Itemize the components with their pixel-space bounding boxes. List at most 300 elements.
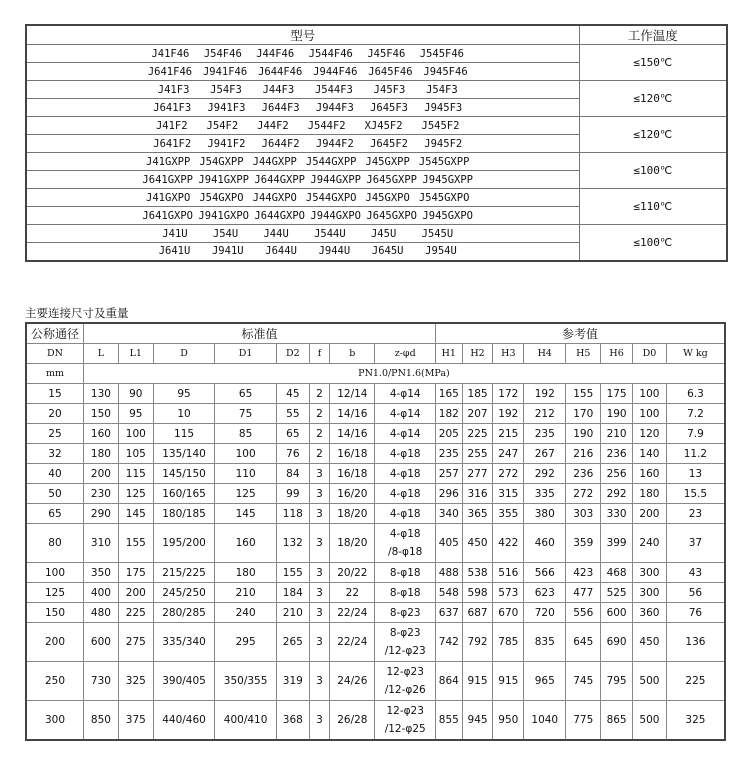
cell-value: 120 [633,424,667,444]
model-code: J944F2 [315,137,354,150]
working-temperature: ≤110℃ [579,189,727,225]
model-code: J644GXPO [254,209,305,222]
bolt-line: 8-φ23 [389,627,421,639]
cell-value: 573 [493,583,524,603]
cell-value: 236 [566,464,601,484]
cell-value: 325 [666,701,725,741]
model-list [26,171,579,189]
model-code: J644GXPP [254,173,305,186]
cell-value: 290 [83,504,118,524]
model-code: J44GXPP [252,155,297,168]
cell-value: 192 [524,384,566,404]
cell-value: 65 [276,424,309,444]
cell-value: 670 [493,603,524,623]
model-code: J545F46 [419,47,464,60]
cell-value: 292 [524,464,566,484]
cell-value: 525 [601,583,633,603]
cell-value: 275 [118,623,153,662]
bolt-spec [375,424,436,444]
column-header: z-φd [375,344,436,364]
cell-value: 330 [601,504,633,524]
dn-value: 80 [26,524,83,563]
model-code: J44F2 [257,119,289,132]
cell-value: 190 [601,404,633,424]
cell-value: 200 [633,504,667,524]
bolt-line: 4-φ14 [389,387,421,400]
bolt-spec [375,662,436,701]
model-code: J41U [162,227,188,240]
model-code: J41F3 [157,83,190,96]
cell-value: 125 [118,484,153,504]
cell-value: 150 [83,404,118,424]
model-code: J644F3 [261,101,300,114]
model-code: J54GXPO [199,191,244,204]
cell-value: 135/140 [153,444,215,464]
model-code: J645F3 [370,101,409,114]
cell-value: 3 [309,701,330,741]
cell-value: 690 [601,623,633,662]
cell-value: 359 [566,524,601,563]
model-list [26,243,579,261]
cell-value: 350/355 [215,662,277,701]
model-code: J944GXPO [310,209,361,222]
table-row [26,524,725,563]
model-code: J545U [421,227,454,240]
model-code: J945GXPP [422,173,473,186]
cell-value: 272 [566,484,601,504]
cell-value: 3 [309,583,330,603]
cell-value: 118 [276,504,309,524]
cell-value: 720 [524,603,566,623]
cell-value: 132 [276,524,309,563]
cell-value: 155 [566,384,601,404]
model-list [26,99,579,117]
cell-value: 43 [666,563,725,583]
dn-value: 300 [26,701,83,741]
pressure-rating: PN1.0/PN1.6(MPa) [83,364,725,384]
header-standard: 标准值 [83,323,435,344]
column-header: H6 [601,344,633,364]
cell-value: 236 [601,444,633,464]
bolt-line: /12-φ25 [384,723,426,735]
model-code: J641GXPO [142,209,193,222]
cell-value: 730 [83,662,118,701]
bolt-spec [375,404,436,424]
table-row [26,404,725,424]
cell-value: 296 [435,484,462,504]
cell-value: 7.9 [666,424,725,444]
model-list [26,81,579,99]
cell-value: 110 [215,464,277,484]
cell-value: 965 [524,662,566,701]
model-code: XJ45F2 [364,119,403,132]
model-code: J54F3 [426,83,458,96]
cell-value: 3 [309,662,330,701]
model-code: J944F3 [315,101,354,114]
cell-value: 75 [215,404,277,424]
cell-value: 335/340 [153,623,215,662]
dn-value: 40 [26,464,83,484]
cell-value: 600 [601,603,633,623]
cell-value: 400/410 [215,701,277,741]
bolt-line: 4-φ18 [389,467,421,480]
header-dn-symbol: DN [26,344,83,364]
model-code: J544GXPO [305,191,357,204]
cell-value: 180 [633,484,667,504]
cell-value: 210 [601,424,633,444]
cell-value: 477 [566,583,601,603]
cell-value: 598 [462,583,493,603]
table-row [26,662,725,701]
model-code: J645U [371,245,404,258]
model-list [26,153,579,171]
model-code: J545GXPO [418,191,470,204]
cell-value: 360 [633,603,667,623]
model-row [26,225,727,243]
cell-value: 399 [601,524,633,563]
cell-value: 100 [633,384,667,404]
cell-value: 1040 [524,701,566,741]
cell-value: 165 [435,384,462,404]
header-temperature: 工作温度 [579,25,727,45]
model-code: J941U [211,245,244,258]
cell-value: 16/18 [330,444,375,464]
cell-value: 325 [118,662,153,701]
cell-value: 235 [435,444,462,464]
cell-value: 215 [493,424,524,444]
model-code: J44F3 [262,83,295,96]
cell-value: 10 [153,404,215,424]
cell-value: 230 [83,484,118,504]
cell-value: 26/28 [330,701,375,741]
cell-value: 745 [566,662,601,701]
cell-value: 76 [276,444,309,464]
cell-value: 216 [566,444,601,464]
cell-value: 200 [118,583,153,603]
cell-value: 22/24 [330,603,375,623]
model-code: J941GXPO [198,209,249,222]
model-code: J45F46 [367,47,406,60]
cell-value: 115 [153,424,215,444]
cell-value: 205 [435,424,462,444]
bolt-spec [375,444,436,464]
cell-value: 315 [493,484,524,504]
bolt-line: 4-φ14 [389,407,421,420]
cell-value: 175 [601,384,633,404]
cell-value: 11.2 [666,444,725,464]
dn-value: 250 [26,662,83,701]
cell-value: 277 [462,464,493,484]
model-code: J641U [158,245,191,258]
dn-value: 25 [26,424,83,444]
cell-value: 538 [462,563,493,583]
cell-value: 316 [462,484,493,504]
cell-value: 365 [462,504,493,524]
cell-value: 440/460 [153,701,215,741]
cell-value: 775 [566,701,601,741]
cell-value: 855 [435,701,462,741]
cell-value: 184 [276,583,309,603]
model-code: J645GXPO [366,209,417,222]
cell-value: 6.3 [666,384,725,404]
model-code: J954U [425,245,457,258]
cell-value: 155 [276,563,309,583]
cell-value: 24/26 [330,662,375,701]
cell-value: 2 [309,404,330,424]
cell-value: 785 [493,623,524,662]
cell-value: 516 [493,563,524,583]
cell-value: 22 [330,583,375,603]
cell-value: 265 [276,623,309,662]
cell-value: 480 [83,603,118,623]
working-temperature: ≤120℃ [579,81,727,117]
column-header: D [153,344,215,364]
cell-value: 65 [215,384,277,404]
bolt-line: 12-φ23 [386,705,424,717]
table-row [26,583,725,603]
bolt-spec [375,524,436,563]
cell-value: 865 [601,701,633,741]
bolt-spec [375,464,436,484]
model-list [26,207,579,225]
cell-value: 257 [435,464,462,484]
header-model: 型号 [26,25,579,45]
model-row [26,117,727,135]
model-code: J941GXPP [198,173,249,186]
cell-value: 742 [435,623,462,662]
header-dn: 公称通径 [26,323,83,344]
working-temperature: ≤150℃ [579,45,727,81]
model-code: J41GXPO [146,191,191,204]
bolt-line: /8-φ18 [388,546,423,558]
model-code: J945GXPO [422,209,473,222]
cell-value: 368 [276,701,309,741]
cell-value: 280/285 [153,603,215,623]
cell-value: 207 [462,404,493,424]
bolt-line: 4-φ18 [389,447,421,460]
cell-value: 600 [83,623,118,662]
cell-value: 76 [666,603,725,623]
table-row [26,464,725,484]
model-row [26,45,727,63]
bolt-line: 12-φ23 [386,666,424,678]
cell-value: 637 [435,603,462,623]
model-code: J641F46 [147,65,193,78]
cell-value: 3 [309,484,330,504]
model-code: J645F46 [368,65,413,78]
cell-value: 160 [83,424,118,444]
model-code: J641F2 [153,137,192,150]
cell-value: 3 [309,623,330,662]
cell-value: 145/150 [153,464,215,484]
bolt-spec [375,484,436,504]
dn-value: 65 [26,504,83,524]
cell-value: 95 [153,384,215,404]
dn-value: 15 [26,384,83,404]
cell-value: 335 [524,484,566,504]
cell-value: 145 [118,504,153,524]
cell-value: 182 [435,404,462,424]
cell-value: 18/20 [330,524,375,563]
column-header: D2 [276,344,309,364]
table-row [26,563,725,583]
cell-value: 864 [435,662,462,701]
cell-value: 115 [118,464,153,484]
cell-value: 180 [215,563,277,583]
model-list [26,189,579,207]
cell-value: 795 [601,662,633,701]
cell-value: 225 [118,603,153,623]
cell-value: 192 [493,404,524,424]
cell-value: 100 [118,424,153,444]
model-code: J54F46 [203,47,242,60]
cell-value: 185 [462,384,493,404]
cell-value: 215/225 [153,563,215,583]
cell-value: 155 [118,524,153,563]
cell-value: 140 [633,444,667,464]
bolt-spec [375,623,436,662]
column-header: H4 [524,344,566,364]
cell-value: 160/165 [153,484,215,504]
cell-value: 100 [215,444,277,464]
cell-value: 380 [524,504,566,524]
cell-value: 210 [276,603,309,623]
model-code: J644F46 [258,65,303,78]
cell-value: 850 [83,701,118,741]
column-header: L1 [118,344,153,364]
table-row [26,504,725,524]
model-code: J944F46 [313,65,358,78]
column-header: L [83,344,118,364]
model-code: J641GXPP [142,173,193,186]
table-row [26,603,725,623]
bolt-spec [375,504,436,524]
cell-value: 15.5 [666,484,725,504]
model-row [26,81,727,99]
cell-value: 915 [462,662,493,701]
table-row [26,701,725,741]
model-code: J945F3 [424,101,463,114]
cell-value: 95 [118,404,153,424]
cell-value: 450 [462,524,493,563]
cell-value: 405 [435,524,462,563]
model-code: J45GXPO [365,191,410,204]
cell-value: 272 [493,464,524,484]
cell-value: 18/20 [330,504,375,524]
column-header: b [330,344,375,364]
cell-value: 14/16 [330,404,375,424]
model-code: J945F2 [424,137,463,150]
cell-value: 16/18 [330,464,375,484]
column-header: D1 [215,344,277,364]
cell-value: 256 [601,464,633,484]
model-code: J945F46 [423,65,468,78]
column-header: f [309,344,330,364]
working-temperature: ≤100℃ [579,225,727,261]
cell-value: 2 [309,384,330,404]
cell-value: 84 [276,464,309,484]
table-row [26,444,725,464]
bolt-spec [375,701,436,741]
cell-value: 160 [633,464,667,484]
cell-value: 37 [666,524,725,563]
cell-value: 14/16 [330,424,375,444]
cell-value: 295 [215,623,277,662]
cell-value: 500 [633,701,667,741]
cell-value: 125 [215,484,277,504]
cell-value: 99 [276,484,309,504]
cell-value: 56 [666,583,725,603]
dn-value: 150 [26,603,83,623]
model-code: J44GXPO [252,191,297,204]
model-code: J941F46 [202,65,248,78]
model-code: J544GXPP [305,155,357,168]
cell-value: 623 [524,583,566,603]
column-header: W kg [666,344,725,364]
model-row [26,189,727,207]
cell-value: 240 [215,603,277,623]
cell-value: 2 [309,424,330,444]
cell-value: 225 [462,424,493,444]
cell-value: 400 [83,583,118,603]
cell-value: 85 [215,424,277,444]
cell-value: 3 [309,524,330,563]
model-code: J644U [265,245,297,258]
cell-value: 450 [633,623,667,662]
bolt-line: 8-φ18 [389,586,421,599]
model-code: J45GXPP [365,155,410,168]
bolt-spec [375,563,436,583]
cell-value: 7.2 [666,404,725,424]
cell-value: 172 [493,384,524,404]
cell-value: 423 [566,563,601,583]
model-code: J41F2 [155,119,188,132]
cell-value: 55 [276,404,309,424]
cell-value: 556 [566,603,601,623]
model-code: J54F2 [206,119,239,132]
model-list [26,117,579,135]
cell-value: 23 [666,504,725,524]
cell-value: 45 [276,384,309,404]
cell-value: 235 [524,424,566,444]
cell-value: 292 [601,484,633,504]
model-code: J641F3 [153,101,192,114]
cell-value: 145 [215,504,277,524]
cell-value: 3 [309,563,330,583]
cell-value: 488 [435,563,462,583]
model-code: J54GXPP [199,155,244,168]
cell-value: 3 [309,504,330,524]
model-code: J45U [370,227,397,240]
table-row [26,384,725,404]
cell-value: 566 [524,563,566,583]
cell-value: 180/185 [153,504,215,524]
model-code: J644F2 [261,137,300,150]
cell-value: 22/24 [330,623,375,662]
table-row [26,484,725,504]
cell-value: 945 [462,701,493,741]
model-code: J41GXPP [146,155,191,168]
cell-value: 950 [493,701,524,741]
dn-value: 125 [26,583,83,603]
cell-value: 267 [524,444,566,464]
model-code: J544F2 [307,119,346,132]
model-code: J544F46 [308,47,353,60]
column-header: D0 [633,344,667,364]
cell-value: 2 [309,444,330,464]
cell-value: 915 [493,662,524,701]
cell-value: 319 [276,662,309,701]
